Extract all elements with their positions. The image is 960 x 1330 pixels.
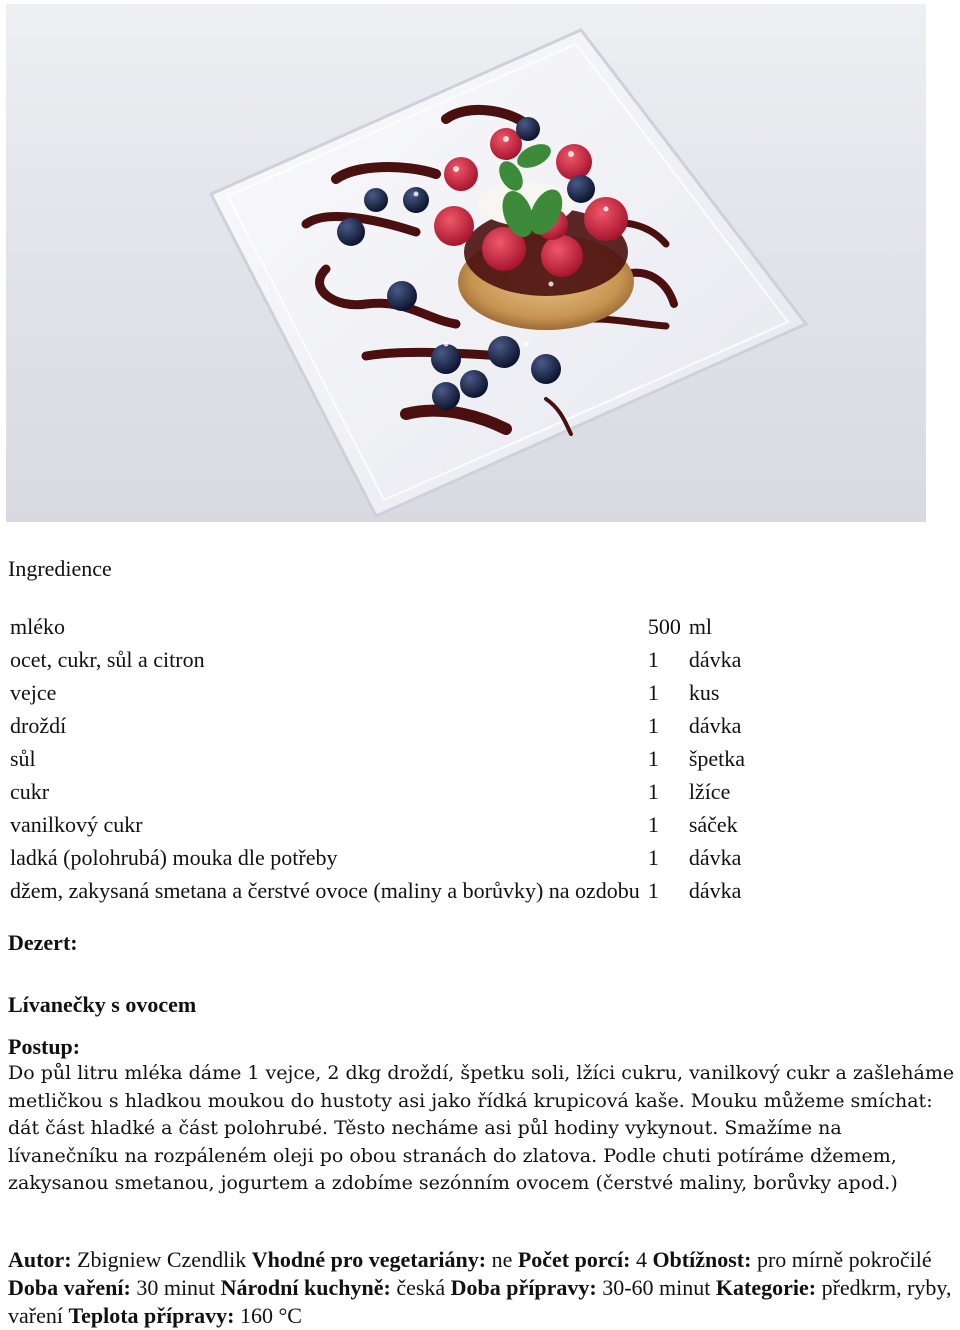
- ingredient-qty: 1: [647, 680, 659, 705]
- meta-value: 30-60 minut: [596, 1275, 711, 1300]
- meta-label: Vhodné pro vegetariány:: [251, 1247, 487, 1272]
- instructions-label: Postup:: [8, 1034, 81, 1059]
- ingredient-unit: lžíce: [688, 779, 731, 804]
- ingredient-qty: 1: [647, 647, 659, 672]
- ingredient-row: [6, 841, 749, 874]
- ingredient-qty: 1: [647, 713, 659, 738]
- meta-value: česká: [390, 1275, 446, 1300]
- ingredient-name: droždí: [10, 713, 67, 738]
- meta-value: Zbigniew Czendlik: [71, 1247, 247, 1272]
- ingredient-row: [6, 676, 749, 709]
- ingredient-row: [6, 874, 749, 907]
- meta-value: 30 minut: [130, 1275, 216, 1300]
- ingredient-qty: 1: [647, 779, 659, 804]
- recipe-metadata: [8, 1246, 958, 1330]
- meta-label: Kategorie:: [715, 1275, 817, 1300]
- meta-label: Národní kuchyně:: [220, 1275, 391, 1300]
- ingredient-name: cukr: [10, 779, 50, 804]
- ingredient-qty: 500: [647, 614, 681, 639]
- dessert-illustration: [6, 4, 926, 522]
- meta-label: Obtížnost:: [652, 1247, 752, 1272]
- meta-value: předkrm, ryby, vaření: [8, 1275, 952, 1328]
- instructions-text: Do půl litru mléka dáme 1 vejce, 2 dkg droždí, špetku soli, lžíci cukru, vanilkový cukr a zašleháme metličkou s hladkou moukou do hustoty asi jako řídká krupicová kaše. Mouku můžeme smíchat: dát část hladké a část polohrubé. Těsto necháme asi půl hodiny vykynout. Smažíme na lívanečníku na rozpáleném oleji po obou stranách do zlatova. Podle chuti potíráme džemem, zakysanou smetanou, jogurtem a zdobíme sezónním ovocem (čerstvé maliny, borůvky apod.): [8, 1062, 955, 1194]
- ingredient-name: vanilkový cukr: [10, 812, 143, 837]
- meta-value: ne: [486, 1247, 513, 1272]
- meta-label: Počet porcí:: [517, 1247, 631, 1272]
- meta-label: Doba vaření:: [8, 1275, 131, 1300]
- ingredient-qty: 1: [647, 812, 659, 837]
- ingredients-table: [6, 610, 749, 907]
- ingredient-qty: 1: [647, 746, 659, 771]
- ingredient-unit: sáček: [688, 812, 738, 837]
- ingredient-qty: 1: [647, 845, 659, 870]
- ingredient-unit: dávka: [688, 878, 742, 903]
- meta-label: Autor:: [8, 1247, 72, 1272]
- ingredient-unit: dávka: [688, 647, 742, 672]
- ingredient-name: ocet, cukr, sůl a citron: [10, 647, 205, 672]
- category-label: Dezert:: [8, 930, 78, 955]
- meta-label: Teplota přípravy:: [68, 1303, 235, 1328]
- ingredient-row: [6, 709, 749, 742]
- ingredient-row: [6, 610, 749, 643]
- ingredient-unit: špetka: [688, 746, 746, 771]
- meta-value: pro mírně pokročilé: [751, 1247, 932, 1272]
- meta-value: 4: [630, 1247, 647, 1272]
- ingredient-qty: 1: [647, 878, 659, 903]
- ingredient-row: [6, 775, 749, 808]
- meta-label: Doba přípravy:: [450, 1275, 597, 1300]
- ingredient-unit: ml: [688, 614, 713, 639]
- ingredient-unit: dávka: [688, 713, 742, 738]
- ingredient-name: sůl: [10, 746, 36, 771]
- dish-title: Lívanečky s ovocem: [8, 992, 197, 1017]
- ingredient-row: [6, 742, 749, 775]
- ingredient-name: džem, zakysaná smetana a čerstvé ovoce (maliny a borůvky) na ozdobu: [10, 878, 640, 903]
- ingredient-unit: kus: [688, 680, 720, 705]
- ingredient-name: ladká (polohrubá) mouka dle potřeby: [10, 845, 338, 870]
- meta-value: 160 °C: [234, 1303, 302, 1328]
- ingredient-name: mléko: [10, 614, 65, 639]
- ingredient-row: [6, 808, 749, 841]
- ingredient-row: [6, 643, 749, 676]
- ingredients-heading: Ingredience: [8, 556, 112, 581]
- ingredient-unit: dávka: [688, 845, 742, 870]
- dessert-photo: [6, 4, 926, 522]
- ingredient-name: vejce: [10, 680, 57, 705]
